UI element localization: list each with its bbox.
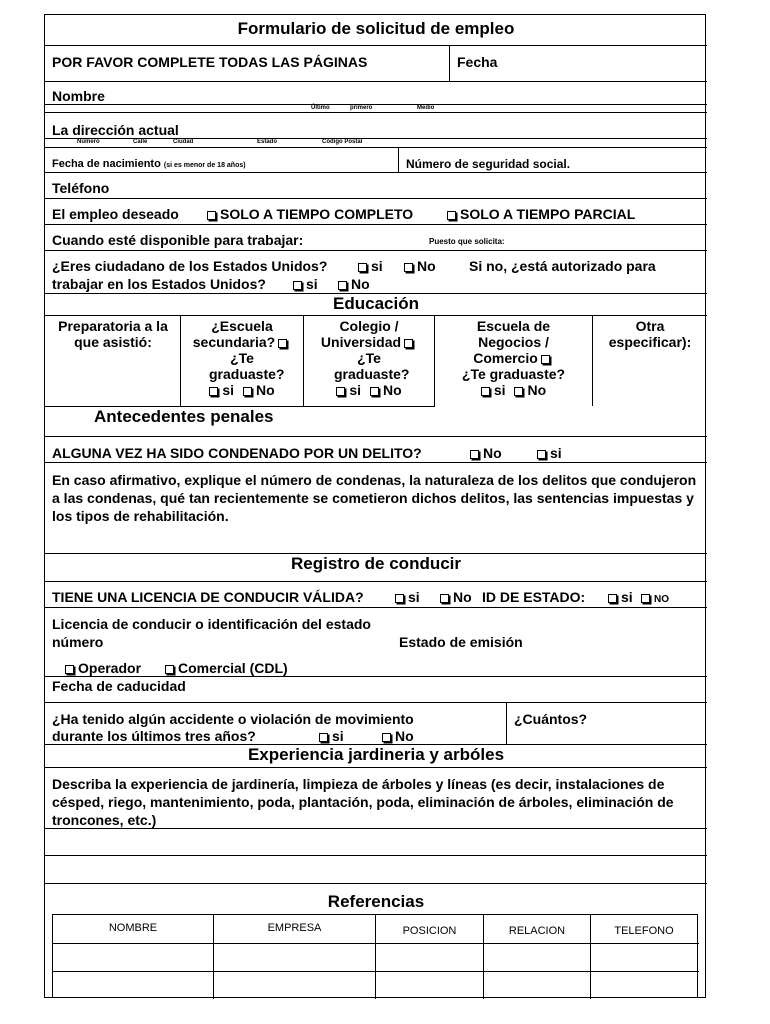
- position-field[interactable]: Puesto que solicita:: [429, 237, 505, 246]
- college-col: Colegio / Universidad ¿Te graduaste? si No: [304, 318, 434, 398]
- checkbox[interactable]: [395, 594, 404, 603]
- checkbox[interactable]: [278, 339, 287, 348]
- graduated-label: ¿Te graduaste?: [461, 366, 566, 382]
- checkbox[interactable]: [243, 387, 252, 396]
- accident-yes-option[interactable]: si: [319, 728, 344, 744]
- references-title: Referencias: [327, 892, 425, 911]
- accident-question-line2: durante los últimos tres años?: [52, 728, 256, 744]
- criminal-title: Antecedentes penales: [94, 407, 274, 426]
- license-no-option[interactable]: No: [440, 589, 472, 605]
- conviction-explanation: En caso afirmativo, explique el número de condenas, la naturaleza de los delitos que condujeron a las condenas, qué tan recientemente se cometieron dichos delitos, las sentencias impuestas y los tipos de rehabilitación.: [52, 472, 697, 524]
- name-field[interactable]: Nombre: [52, 88, 105, 104]
- checkbox[interactable]: [293, 281, 302, 290]
- graduated-label: ¿Te graduaste?: [209, 350, 285, 382]
- checkbox[interactable]: [447, 211, 456, 220]
- high-school-col: ¿Escuela secundaria? ¿Te graduaste? si No: [181, 318, 303, 398]
- birth-date-field[interactable]: [52, 156, 246, 172]
- address-sub-postal: Código Postal: [322, 139, 363, 145]
- address-sub-number: Número: [77, 139, 100, 145]
- divider: [45, 828, 707, 829]
- divider: [45, 462, 707, 463]
- ref-col-position: POSICION: [402, 925, 457, 937]
- phone-field[interactable]: Teléfono: [52, 180, 110, 196]
- issue-state-field[interactable]: Estado de emisión: [399, 634, 523, 650]
- conviction-yes-option[interactable]: si: [537, 445, 562, 461]
- divider: [45, 198, 707, 199]
- how-many-field[interactable]: ¿Cuántos?: [514, 711, 588, 727]
- checkbox[interactable]: [338, 281, 347, 290]
- business-school-label: Escuela de Negocios / Comercio: [473, 318, 551, 366]
- ref-col-company: EMPRESA: [267, 922, 322, 934]
- divider: [45, 81, 707, 82]
- accident-no-option[interactable]: No: [382, 728, 414, 744]
- divider: [45, 676, 707, 677]
- divider: [398, 147, 399, 172]
- birth-date-note: (si es menor de 18 años): [163, 162, 246, 169]
- accident-question: ¿Ha tenido algún accidente o violación de movimiento: [52, 711, 414, 727]
- license-yes-option[interactable]: si: [395, 589, 420, 605]
- operator-option[interactable]: Operador: [65, 660, 141, 676]
- date-field[interactable]: Fecha: [457, 54, 498, 70]
- authorized-question-line2: trabajar en los Estados Unidos?: [52, 276, 266, 292]
- license-number-field[interactable]: Licencia de conducir o identificación del estado: [52, 616, 371, 632]
- commercial-option[interactable]: Comercial (CDL): [165, 660, 288, 676]
- name-sub-middle: Medio: [417, 105, 435, 111]
- business-school-col: Escuela de Negocios / Comercio ¿Te graduaste? si No: [435, 318, 592, 398]
- divider: [45, 581, 707, 582]
- ref-col-relation: RELACION: [508, 925, 566, 937]
- citizen-question: ¿Eres ciudadano de los Estados Unidos?: [52, 258, 328, 274]
- state-id-no-option[interactable]: NO: [641, 589, 669, 608]
- garden-description: Describa la experiencia de jardinería, limpieza de árboles y líneas (es decir, instalaciones de césped, riego, mantenimiento, poda, plantación, poda, eliminación de árboles, eliminación de troncones, etc.): [52, 776, 674, 828]
- divider: [45, 112, 707, 113]
- checkbox[interactable]: [404, 339, 413, 348]
- authorized-question: Si no, ¿está autorizado para: [469, 258, 656, 274]
- full-time-option[interactable]: SOLO A TIEMPO COMPLETO: [207, 206, 413, 222]
- citizen-no-option[interactable]: No: [404, 258, 436, 274]
- checkbox[interactable]: [336, 387, 345, 396]
- employment-desired-label: El empleo deseado: [52, 206, 179, 222]
- checkbox[interactable]: [641, 594, 650, 603]
- references-table: [52, 914, 698, 998]
- college-label: Colegio / Universidad: [320, 318, 402, 350]
- name-sub-first: primero: [350, 105, 373, 111]
- state-id-label: ID DE ESTADO:: [482, 589, 586, 605]
- divider: [45, 250, 707, 251]
- divider: [506, 702, 507, 744]
- availability-field[interactable]: Cuando esté disponible para trabajar:: [52, 232, 304, 248]
- checkbox[interactable]: [537, 450, 546, 459]
- license-question: TIENE UNA LICENCIA DE CONDUCIR VÁLIDA?: [52, 589, 364, 605]
- ref-col-name: NOMBRE: [108, 922, 158, 934]
- divider: [45, 224, 707, 225]
- conviction-question: ALGUNA VEZ HA SIDO CONDENADO POR UN DELITO?: [52, 445, 422, 461]
- divider: [45, 855, 707, 856]
- authorized-yes-option[interactable]: si: [293, 276, 318, 292]
- checkbox[interactable]: [65, 665, 74, 674]
- birth-date-label: Fecha de nacimiento: [52, 158, 161, 170]
- checkbox[interactable]: [404, 263, 413, 272]
- address-sub-street: Calle: [133, 139, 148, 145]
- name-sub-last: Último: [311, 105, 330, 111]
- address-sub-state: Estado: [257, 139, 278, 145]
- checkbox[interactable]: [207, 211, 216, 220]
- application-form: [44, 14, 706, 998]
- authorized-no-option[interactable]: No: [338, 276, 370, 292]
- ref-col-phone: TELEFONO: [614, 925, 674, 937]
- checkbox[interactable]: [440, 594, 449, 603]
- divider: [45, 147, 707, 148]
- divider: [45, 104, 707, 105]
- ssn-field[interactable]: Número de seguridad social.: [406, 157, 571, 171]
- divider: [45, 767, 707, 768]
- prep-school-field[interactable]: Preparatoria a la que asistió:: [58, 318, 168, 350]
- checkbox[interactable]: [319, 733, 328, 742]
- divider: [45, 45, 707, 46]
- checkbox[interactable]: [165, 665, 174, 674]
- complete-all-notice: POR FAVOR COMPLETE TODAS LAS PÁGINAS: [52, 54, 368, 70]
- expiry-field[interactable]: Fecha de caducidad: [52, 678, 186, 694]
- checkbox[interactable]: [382, 733, 391, 742]
- divider: [45, 702, 707, 703]
- divider: [45, 607, 707, 608]
- education-title: Educación: [333, 294, 419, 313]
- checkbox[interactable]: [481, 387, 490, 396]
- divider: [45, 315, 707, 316]
- license-number-label: número: [52, 634, 104, 650]
- checkbox[interactable]: [608, 594, 617, 603]
- conviction-no-option[interactable]: No: [470, 445, 502, 461]
- checkbox[interactable]: [358, 263, 367, 272]
- address-sub-city: Ciudad: [173, 139, 194, 145]
- state-id-yes-option[interactable]: si: [608, 589, 633, 605]
- part-time-option[interactable]: SOLO A TIEMPO PARCIAL: [447, 206, 635, 222]
- divider: [449, 45, 450, 81]
- checkbox[interactable]: [470, 450, 479, 459]
- checkbox[interactable]: [514, 387, 523, 396]
- checkbox[interactable]: [370, 387, 379, 396]
- checkbox[interactable]: [209, 387, 218, 396]
- divider: [53, 943, 699, 944]
- address-field[interactable]: La dirección actual: [52, 122, 179, 138]
- driving-title: Registro de conducir: [290, 554, 462, 573]
- high-school-label: ¿Escuela secundaria?: [192, 318, 276, 350]
- graduated-label: ¿Te graduaste?: [334, 350, 410, 382]
- citizen-yes-option[interactable]: si: [358, 258, 383, 274]
- divider: [45, 172, 707, 173]
- checkbox[interactable]: [541, 355, 550, 364]
- form-title: Formulario de solicitud de empleo: [237, 19, 515, 38]
- divider: [45, 883, 707, 884]
- divider: [45, 436, 707, 437]
- other-field[interactable]: Otra especificar):: [608, 318, 692, 350]
- garden-title: Experiencia jardineria y arbóles: [247, 745, 505, 764]
- divider: [53, 971, 699, 972]
